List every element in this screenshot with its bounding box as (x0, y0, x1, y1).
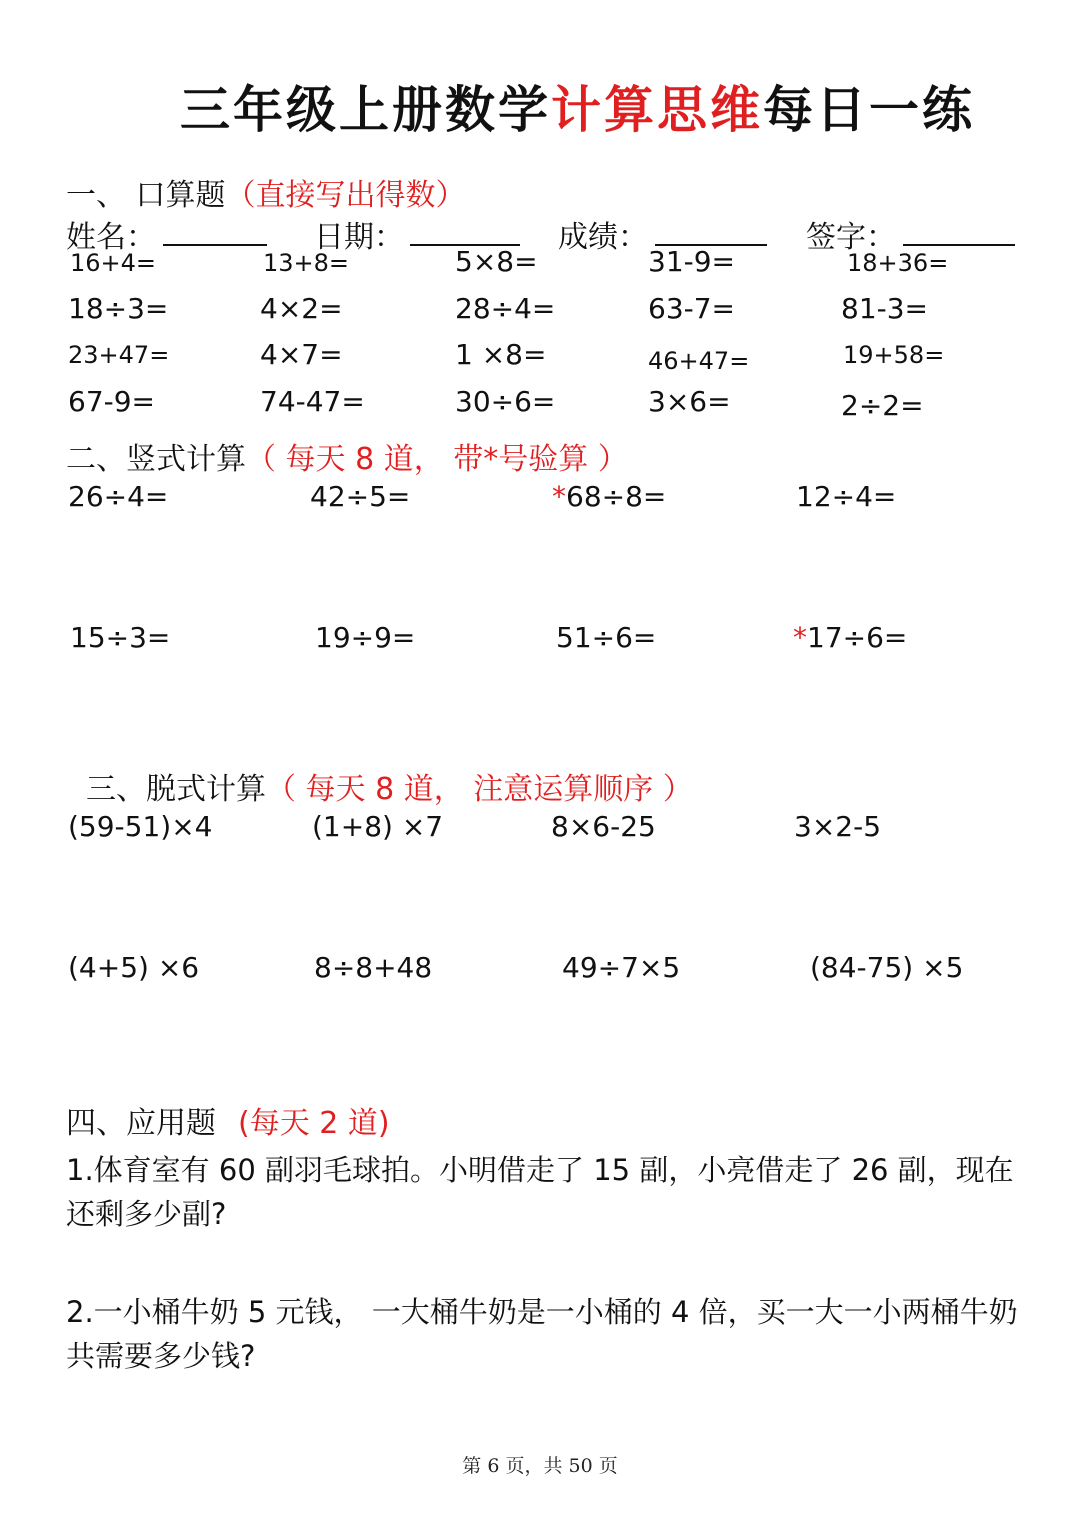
vertical-question-text: 15÷3= (70, 621, 171, 654)
oral-question: 81-3= (841, 292, 929, 325)
section-2-label: 二、竖式计算 (66, 442, 246, 477)
oral-question: 74-47= (260, 385, 365, 418)
page-number: 第 6 页，共 50 页 (462, 1455, 618, 1477)
score-label: 成绩： (558, 220, 648, 255)
vertical-question-text: 26÷4= (68, 480, 169, 513)
oral-question: 16+4= (70, 249, 157, 277)
title-part-2: 计算思维 (551, 80, 763, 139)
stepwise-question: 3×2-5 (794, 810, 882, 843)
vertical-question (796, 480, 896, 513)
vertical-question (556, 621, 656, 654)
oral-question: 46+47= (648, 347, 750, 375)
vertical-question-text: 12÷4= (796, 480, 897, 513)
name-blank[interactable] (163, 244, 267, 246)
stepwise-question: (4+5) ×6 (68, 951, 200, 984)
vertical-question (552, 480, 666, 513)
oral-question: 2÷2= (841, 389, 924, 422)
stepwise-question: (84-75) ×5 (810, 951, 964, 984)
vertical-question (68, 480, 168, 513)
section-3-heading (86, 764, 693, 808)
oral-question: 67-9= (68, 385, 156, 418)
vertical-question (70, 621, 170, 654)
word-problem-2: 2.一小桶牛奶 5 元钱， 一大桶牛奶是一小桶的 4 倍，买一大一小两桶牛奶共需要多少钱? (66, 1295, 1018, 1373)
oral-question: 23+47= (68, 341, 170, 369)
oral-question: 19+58= (843, 341, 945, 369)
section-1-heading (66, 170, 466, 214)
vertical-question-text: 17÷6= (807, 621, 908, 654)
vertical-question (315, 621, 415, 654)
stepwise-question: (59-51)×4 (68, 810, 213, 843)
vertical-question-text: 51÷6= (556, 621, 657, 654)
section-4-note: (每天 2 道) (238, 1106, 390, 1141)
vertical-question (310, 480, 410, 513)
word-problem-1: 1.体育室有 60 副羽毛球拍。小明借走了 15 副，小亮借走了 26 副，现在还剩多少副? (66, 1153, 1014, 1231)
sign-label: 签字： (806, 220, 896, 255)
section-3-label: 三、脱式计算 (86, 772, 266, 807)
section-4-label: 四、应用题 (66, 1106, 216, 1141)
oral-question: 13+8= (263, 249, 350, 277)
section-2-heading (66, 434, 628, 478)
stepwise-question: 49÷7×5 (562, 951, 681, 984)
title-part-1: 三年级上册数学 (180, 80, 551, 139)
section-2-note: （ 每天 8 道， 带*号验算 ） (246, 442, 628, 477)
vertical-question-text: 68÷8= (566, 480, 667, 513)
oral-question: 4×2= (260, 292, 343, 325)
sign-blank[interactable] (903, 244, 1015, 246)
oral-question: 3×6= (648, 385, 731, 418)
stepwise-question: 8÷8+48 (314, 951, 433, 984)
section-4-heading (66, 1098, 390, 1142)
oral-question: 4×7= (260, 338, 343, 371)
section-1-note: （直接写出得数） (225, 178, 466, 213)
oral-question: 63-7= (648, 292, 736, 325)
vertical-question (793, 621, 907, 654)
title-part-3: 每日一练 (763, 80, 975, 139)
vertical-question-text: 42÷5= (310, 480, 411, 513)
verify-star: * (793, 621, 807, 654)
oral-question: 30÷6= (455, 385, 556, 418)
oral-question: 18+36= (847, 249, 949, 277)
date-label: 日期： (314, 220, 404, 255)
page-title (180, 70, 975, 142)
oral-question: 1 ×8= (455, 338, 547, 371)
section-3-note: （ 每天 8 道， 注意运算顺序 ） (266, 772, 693, 807)
stepwise-question: (1+8) ×7 (312, 810, 444, 843)
oral-question: 28÷4= (455, 292, 556, 325)
stepwise-question: 8×6-25 (551, 810, 656, 843)
verify-star: * (552, 480, 566, 513)
oral-question: 18÷3= (68, 292, 169, 325)
name-label: 姓名： (66, 220, 156, 255)
oral-question: 5×8= (455, 245, 538, 278)
oral-question: 31-9= (648, 245, 736, 278)
vertical-question-text: 19÷9= (315, 621, 416, 654)
section-1-label: 一、 口算题 (66, 178, 226, 213)
